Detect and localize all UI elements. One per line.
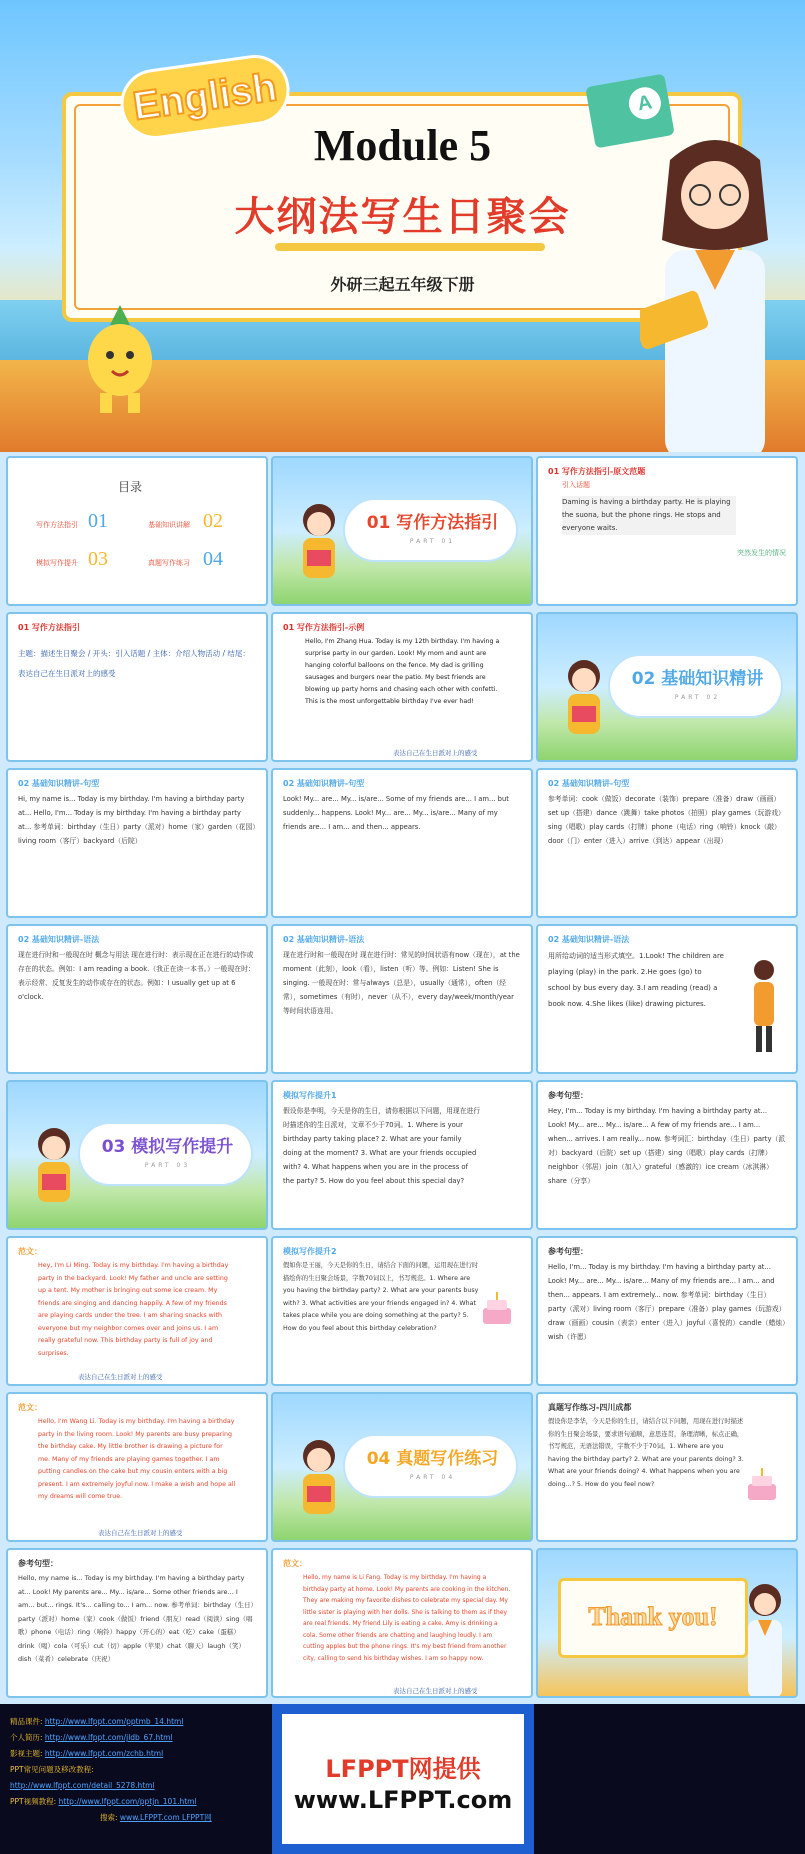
slide-practice-2[interactable] (271, 1236, 533, 1386)
girl-reading-illustration (26, 1122, 82, 1222)
toc-num-2: 02 (203, 510, 223, 532)
link-row[interactable]: PPT常见问题及移改教程: http://www.lfppt.com/detail_5278.html (10, 1765, 155, 1790)
link-url[interactable]: www.LFPPT.com LFPPT网 (119, 1813, 212, 1822)
slide-model-essay-1[interactable] (6, 1236, 268, 1386)
toc-num-3: 03 (88, 548, 108, 570)
toc-num-1: 01 (88, 510, 108, 532)
link-url[interactable]: http://www.lfppt.com/pptjn_101.html (58, 1797, 197, 1806)
publisher-label: 外研三起五年级下册 (330, 275, 475, 294)
exercise-text: 用所给动词的适当形式填空。1.Look! The children are playing (play) in the park. 2.He goes (go) to school by bus every day. 3.I am reading (read) a book now. 4.She likes (like) drawing pictures. (548, 952, 724, 1008)
section-cloud (78, 1122, 253, 1186)
slide-grid (0, 452, 805, 1704)
section-cloud (343, 1434, 518, 1498)
slide-thank-you[interactable] (536, 1548, 798, 1698)
section-part: PART 02 (674, 694, 721, 701)
letter-a: A (626, 85, 663, 122)
intro-label: 引入话题 (562, 481, 590, 489)
slide-heading: 模拟写作提升1 (283, 1091, 337, 1100)
essay-text: Hey, I'm Li Ming. Today is my birthday. I'm having a birthday party in the backyard. Look! My father and uncle are setting up a tent. My mother is bringing out some ice cream. My friends are singing and dancing happily. A few of my friends are playing cards under the tree. I am sharing snacks with everyone but my neighbor comes over and joins us. I am really grateful now. This birthday party is full of joy and surprises. (38, 1262, 229, 1357)
slide-model-essay-3[interactable] (271, 1548, 533, 1698)
slide-reference-1[interactable] (536, 1080, 798, 1230)
teacher-illustration (640, 130, 790, 452)
slide-heading: 02 基础知识精讲-语法 (283, 935, 365, 944)
english-badge: English (116, 51, 294, 144)
sentence-text: Look! My... are... My... is/are... Some of my friends are... I am... but suddenly... happens. Look! My... are... My... is/are... Many of my friends are... I am... and then... appears. (283, 795, 509, 831)
vocabulary-text: 参考单词：cook（做饭）decorate（装饰）prepare（准备）draw（画画）set up（搭建）dance（跳舞）take photos（拍照）play games（玩游戏）sing（唱歌）play cards（打牌）phone（电话）ring（响铃）knock（敲）door（门）enter（进入）arrive（到达）appear（出现） (548, 795, 785, 845)
essay-text: Hello, my name is Li Fang. Today is my birthday. I'm having a birthday party at home. Look! My parents are cooking in the kitchen. They are making my favorite dishes to celebrate my special day. My little sister is playing with her dolls. She is talking to them as if they are real friends. My friend Lily is eating a cake. Amy is drinking a cola. Some other friends are chatting and laughing loudly. I am cutting apples but the phone rings. It's my best friend from another city, calling to send his birthday wishes. I am so happy now. (303, 1574, 511, 1662)
girl-reading-illustration (556, 654, 612, 754)
link-url[interactable]: http://www.lfppt.com/zchb.html (44, 1749, 164, 1758)
link-url[interactable]: http://www.lfppt.com/pptmb_14.html (44, 1717, 184, 1726)
toc-item-3: 模拟写作提升 (36, 559, 78, 567)
brand-url[interactable]: www.LFPPT.com (293, 1786, 513, 1814)
toc-num-4: 04 (203, 548, 223, 570)
prompt-text: 假如你是王丽，今天是你的生日，请结合下面的问题，运用现在进行时描绘你的生日聚会场景，字数70词以上，书写规范。1. Where are you having the birthday party? 2. What are your parents busy with? 3. What activities are your friends engaged in? 4. What takes place while you are doing something at the party? 5. How do you feel about this birthday celebration? (283, 1262, 479, 1332)
toc-title: 目录 (118, 480, 143, 494)
task-text: Daming is having a birthday party. He is playing the suona, but the phone rings. He stops and everyone waits. (562, 496, 736, 535)
slide-heading: 01 写作方法指引-示例 (283, 623, 365, 632)
module-title: Module 5 (313, 121, 492, 170)
toc-item-1: 写作方法指引 (36, 521, 78, 529)
slide-real-exam[interactable] (536, 1392, 798, 1542)
section-part: PART 03 (144, 1162, 191, 1169)
slide-heading: 01 写作方法指引 (18, 623, 80, 632)
slide-heading: 模拟写作提升2 (283, 1247, 337, 1256)
reference-text: Hello, my name is... Today is my birthday. I'm having a birthday party at... Look! My parents are... My... is/are... Some other friends are... I am... but... rings. It's... calling to... I am... now. 参考单词：birthday（生日）party（派对）home（家）cook（做饭）friend（朋友）read（阅读）sing（唱歌）phone（电话）ring（响铃）happy（开心的）eat（吃）cake（蛋糕）drink（喝）cola（可乐）cut（切）apple（苹果）chat（聊天）laugh（笑）dish（菜肴）celebrate（庆祝） (18, 1574, 254, 1663)
slide-heading: 02 基础知识精讲-句型 (548, 779, 630, 788)
title-underline (275, 243, 545, 251)
feeling-note: 表达自己在生日派对上的感受 (98, 1529, 183, 1537)
essay-text: Hello, I'm Zhang Hua. Today is my 12th birthday. I'm having a surprise party in our garden. Look! My mom and aunt are hanging colorful balloons on the fence. My dad is grilling sausages and burgers near the patio. My best friends are blowing up party horns and chasing each other with confetti. This is the most unforgettable birthday I've ever had! (305, 638, 500, 705)
slide-example-task[interactable] (536, 456, 798, 606)
slide-heading: 02 基础知识精讲-语法 (18, 935, 100, 944)
slide-reference-3[interactable] (6, 1548, 268, 1698)
cake-icon (742, 1464, 782, 1504)
lesson-title: 大纲法写生日聚会 (234, 194, 571, 240)
slide-toc[interactable] (6, 456, 268, 606)
teacher-illustration (740, 1580, 790, 1698)
sentence-text: Hi, my name is... Today is my birthday. I'm having a birthday party at... Hello, I'm... Today is my birthday. I'm having a birthday party at... 参考单词：birthday（生日）party（派对）home（家）garden（花园）living room（客厅）backyard（后院） (18, 795, 256, 845)
teacher-pointing-illustration (744, 956, 784, 1056)
event-note: 突然发生的情况 (737, 549, 786, 557)
slide-heading: 参考句型： (548, 1091, 588, 1100)
slide-section-2[interactable] (536, 612, 798, 762)
cover-slide (0, 0, 805, 452)
link-row[interactable]: 个人简历: http://www.lfppt.com/jldb_67.html (10, 1733, 173, 1742)
footer (0, 1704, 805, 1854)
link-url[interactable]: http://www.lfppt.com/jldb_67.html (44, 1733, 173, 1742)
slide-heading: 02 基础知识精讲-语法 (548, 935, 630, 944)
feeling-note: 表达自己在生日派对上的感受 (393, 1687, 478, 1695)
cake-icon (477, 1288, 517, 1328)
brand-panel (272, 1704, 534, 1854)
section-cloud (343, 498, 518, 562)
slide-heading: 参考句型： (548, 1247, 588, 1256)
reference-text: Hey, I'm... Today is my birthday. I'm having a birthday party at... Look! My... are... My... is/are... A few of my friends are... I am... when... arrives. I am really... now. 参考词汇：birthday（生日）party（派对）backyard（后院）set up（搭建）sing（唱歌）play cards（打牌）neighbor（邻居）join（加入）grateful（感激的）ice cream（冰淇淋）share（分享） (548, 1107, 786, 1185)
section-title: 03 模拟写作提升 (101, 1137, 234, 1157)
slide-sentence-2[interactable] (271, 768, 533, 918)
section-part: PART 04 (409, 1474, 456, 1481)
brand-box (282, 1714, 524, 1844)
slide-grammar-exercise[interactable] (536, 924, 798, 1074)
resource-links (10, 1714, 260, 1826)
slide-section-4[interactable] (271, 1392, 533, 1542)
slide-sentence-3[interactable] (536, 768, 798, 918)
slide-heading: 02 基础知识精讲-句型 (283, 779, 365, 788)
reference-text: Hello, I'm... Today is my birthday. I'm having a birthday party at... Look! My... are... My... is/are... Many of my friends are... I am... and then... appears. I am extremely... now. 参考单词：birthday（生日）party（派对）living room（客厅）prepare（准备）play games（玩游戏）draw（画画）cousin（表亲）enter（进入）joyful（喜悦的）candle（蜡烛）wish（许愿） (548, 1263, 786, 1341)
brand-title: LFPPT网提供 (325, 1755, 481, 1783)
slide-sample-essay[interactable] (271, 612, 533, 762)
slide-heading: 02 基础知识精讲-句型 (18, 779, 100, 788)
pineapple-mascot (70, 305, 170, 415)
prompt-text: 假设你是李明，今天是你的生日，请你根据以下问题，用现在进行时描述你的生日派对，文章不少于70词。1. Where is your birthday party taking place? 2. What are your family doing at the moment? 3. What are your friends occupied with? 4. What happens when you are in the process of the party? 5. How do you feel about this special day? (283, 1107, 481, 1185)
section-cloud (608, 654, 783, 718)
outline-text: 主题：描述生日聚会 / 开头：引入话题 / 主体：介绍人物活动 / 结尾：表达自己在生日派对上的感受 (18, 649, 250, 678)
section-title: 02 基础知识精讲 (631, 669, 764, 689)
slide-heading: 01 写作方法指引-原文范题 (548, 467, 646, 476)
slide-heading: 范文： (18, 1247, 42, 1256)
grammar-text: 现在进行时和一般现在时 现在进行时：常见的时间状语有now（现在），at the moment（此刻），look（看），listen（听）等。例如：Listen! She is singing. 一般现在时：常与always（总是），usually（通常），often（经常），sometimes（有时），never（从不），every day/week/month/year 等时间状语连用。 (283, 951, 520, 1015)
slide-practice-1[interactable] (271, 1080, 533, 1230)
feeling-note: 表达自己在生日派对上的感受 (393, 749, 478, 757)
slide-heading: 范文： (283, 1559, 307, 1568)
link-row[interactable]: PPT视频教程: http://www.lfppt.com/pptjn_101.html (10, 1797, 197, 1806)
feeling-note: 表达自己在生日派对上的感受 (78, 1373, 163, 1381)
slide-heading: 真题写作练习-四川成都 (548, 1403, 632, 1412)
girl-reading-illustration (291, 498, 347, 598)
slide-grammar-2[interactable] (271, 924, 533, 1074)
slide-section-1[interactable] (271, 456, 533, 606)
essay-text: Hello, I'm Wang Li. Today is my birthday. I'm having a birthday party in the living room. Look! My parents are busy preparing the birthday cake. My little brother is drawing a picture for me. Many of my friends are playing games together. I am putting candles on the cake but my cousin enters with a big present. I am extremely joyful now. I make a wish and hope all my dreams will come true. (38, 1418, 236, 1500)
slide-section-3[interactable] (6, 1080, 268, 1230)
section-title: 04 真题写作练习 (366, 1449, 499, 1469)
section-part: PART 01 (409, 538, 456, 545)
toc-item-4: 真题写作练习 (148, 559, 190, 567)
prompt-text: 假设你是李华，今天是你的生日，请结合以下问题，用现在进行时描述你的生日聚会场景，要求语句通顺，意思连贯，条理清晰，标点正确，书写规范，无语法错误，字数不少于70词。1. Where are you having the birthday party? 2. What are your parents doing? 3. What are your friends doing? 4. What happens when you are doing...? 5. How do you feel now? (548, 1418, 744, 1488)
slide-sentence-1[interactable] (6, 768, 268, 918)
grammar-text: 现在进行时和一般现在时 概念与用法 现在进行时：表示现在正在进行的动作或存在的状态。例如：I am reading a book.（我正在读一本书。）一般现在时：表示经常、反复发生的动作或存在的状态。例如：I usually get up at 6 o'clock. (18, 951, 255, 1001)
slide-model-essay-2[interactable] (6, 1392, 268, 1542)
slide-heading: 范文： (18, 1403, 42, 1412)
slide-outline[interactable] (6, 612, 268, 762)
slide-heading: 参考句型： (18, 1559, 58, 1568)
section-title: 01 写作方法指引 (366, 513, 499, 533)
girl-reading-illustration (291, 1434, 347, 1534)
link-url[interactable]: http://www.lfppt.com/detail_5278.html (10, 1781, 155, 1790)
slide-reference-2[interactable] (536, 1236, 798, 1386)
link-row[interactable]: 影视主题: http://www.lfppt.com/zchb.html (10, 1749, 164, 1758)
toc-item-2: 基础知识讲解 (148, 521, 190, 529)
link-row[interactable]: 搜索: www.LFPPT.com LFPPT网 (100, 1813, 212, 1822)
link-row[interactable]: 精品课件: http://www.lfppt.com/pptmb_14.html (10, 1717, 184, 1726)
thank-you-text: Thank you! (588, 1602, 718, 1631)
slide-grammar-1[interactable] (6, 924, 268, 1074)
